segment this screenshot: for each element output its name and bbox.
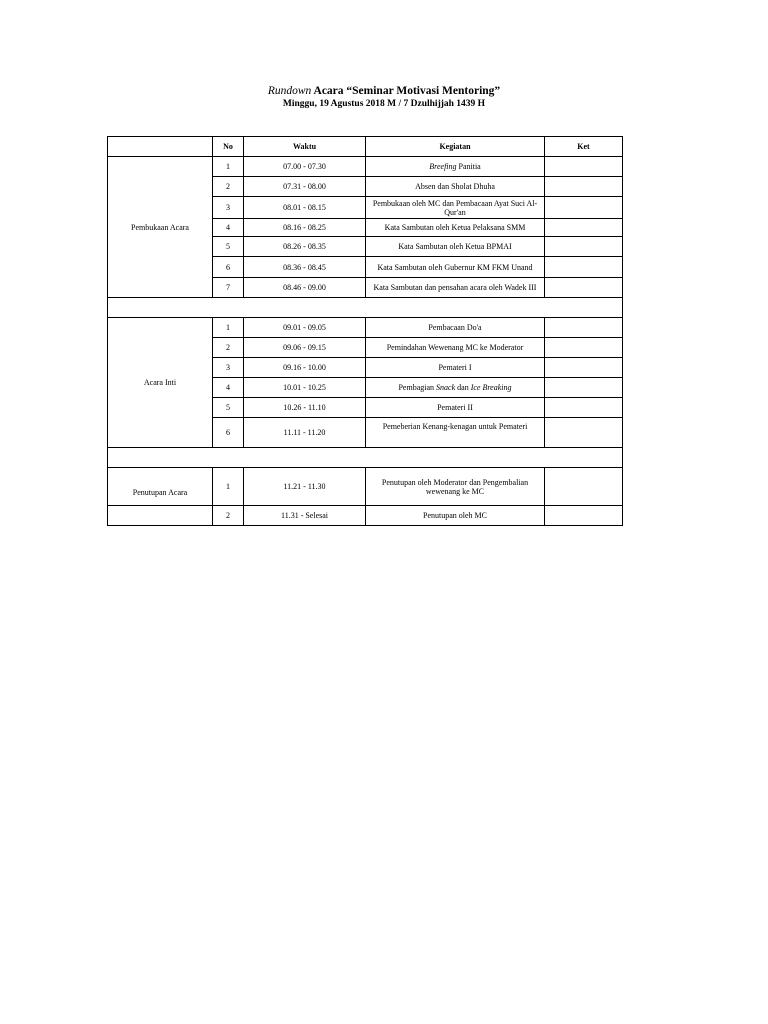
kegiatan-text: Panitia: [456, 162, 481, 171]
cell-kegiatan: Kata Sambutan dan pensahan acara oleh Wadek III: [366, 278, 545, 298]
kegiatan-italic: Snack: [436, 383, 456, 392]
cell-no: 3: [213, 197, 244, 219]
cell-no: 1: [213, 318, 244, 338]
rundown-table: [107, 136, 623, 526]
cell-kegiatan: Pembukaan oleh MC dan Pembacaan Ayat Suci Al-Qur'an: [366, 197, 545, 219]
cell-kegiatan: Kata Sambutan oleh Gubernur KM FKM Unand: [366, 257, 545, 278]
cell-ket: [545, 197, 623, 219]
cell-waktu: 08.36 - 08.45: [244, 257, 366, 278]
cell-waktu: 08.01 - 08.15: [244, 197, 366, 219]
cell-no: 5: [213, 237, 244, 257]
cell-ket: [545, 506, 623, 526]
title-italic: Rundown: [267, 85, 312, 97]
cell-no: 3: [213, 358, 244, 378]
table-row: [108, 318, 623, 338]
cell-no: 6: [213, 257, 244, 278]
table-row: [108, 506, 623, 526]
cell-ket: [545, 237, 623, 257]
spacer-cell: [108, 448, 623, 468]
cell-ket: [545, 468, 623, 506]
cell-waktu: 10.26 - 11.10: [244, 398, 366, 418]
cell-waktu: 08.26 - 08.35: [244, 237, 366, 257]
cell-no: 5: [213, 398, 244, 418]
spacer-row: [108, 298, 623, 318]
cell-kegiatan: Absen dan Sholat Dhuha: [366, 177, 545, 197]
cell-no: 6: [213, 418, 244, 448]
title-rest: Acara “Seminar Motivasi Mentoring”: [311, 85, 501, 97]
cell-no: 2: [213, 338, 244, 358]
header-section: [108, 137, 213, 157]
cell-ket: [545, 157, 623, 177]
cell-waktu: 08.46 - 09.00: [244, 278, 366, 298]
kegiatan-italic: Ice Breaking: [470, 383, 512, 392]
kegiatan-mid: dan: [455, 383, 471, 392]
cell-kegiatan: Pemeberian Kenang-kenagan untuk Pemateri: [366, 418, 545, 448]
cell-no: 4: [213, 219, 244, 237]
cell-ket: [545, 177, 623, 197]
document-title: [0, 84, 768, 98]
spacer-row: [108, 448, 623, 468]
header-row: [108, 137, 623, 157]
cell-waktu: 11.31 - Selesai: [244, 506, 366, 526]
cell-ket: [545, 378, 623, 398]
cell-waktu: 11.11 - 11.20: [244, 418, 366, 448]
cell-ket: [545, 219, 623, 237]
document-subtitle: Minggu, 19 Agustus 2018 M / 7 Dzulhijjah 1439 H: [282, 99, 486, 109]
cell-kegiatan: Pemindahan Wewenang MC ke Moderator: [366, 338, 545, 358]
cell-ket: [545, 338, 623, 358]
cell-kegiatan: [366, 378, 545, 398]
cell-kegiatan: [366, 157, 545, 177]
cell-kegiatan: Penutupan oleh MC: [366, 506, 545, 526]
table-row: [108, 157, 623, 177]
cell-ket: [545, 318, 623, 338]
section-label: Penutupan Acara: [108, 468, 213, 506]
cell-kegiatan: Pemateri I: [366, 358, 545, 378]
cell-kegiatan: Pemateri II: [366, 398, 545, 418]
spacer-cell: [108, 298, 623, 318]
cell-empty: [108, 506, 213, 526]
cell-waktu: 09.01 - 09.05: [244, 318, 366, 338]
table-row: [108, 468, 623, 506]
cell-ket: [545, 358, 623, 378]
section-label: Pembukaan Acara: [108, 157, 213, 298]
header-kegiatan: Kegiatan: [366, 137, 545, 157]
cell-waktu: 07.00 - 07.30: [244, 157, 366, 177]
cell-kegiatan: Kata Sambutan oleh Ketua Pelaksana SMM: [366, 219, 545, 237]
cell-waktu: 08.16 - 08.25: [244, 219, 366, 237]
header-no: No: [213, 137, 244, 157]
cell-no: 1: [213, 157, 244, 177]
cell-ket: [545, 418, 623, 448]
cell-kegiatan: Kata Sambutan oleh Ketua BPMAI: [366, 237, 545, 257]
cell-ket: [545, 257, 623, 278]
cell-waktu: 10.01 - 10.25: [244, 378, 366, 398]
cell-ket: [545, 398, 623, 418]
cell-no: 1: [213, 468, 244, 506]
cell-ket: [545, 278, 623, 298]
kegiatan-italic: Breefing: [429, 162, 457, 171]
cell-no: 2: [213, 506, 244, 526]
header-waktu: Waktu: [244, 137, 366, 157]
section-label: Acara Inti: [108, 318, 213, 448]
cell-no: 7: [213, 278, 244, 298]
header-ket: Ket: [545, 137, 623, 157]
kegiatan-pre: Pembagian: [398, 383, 437, 392]
cell-waktu: 09.06 - 09.15: [244, 338, 366, 358]
cell-waktu: 07.31 - 08.00: [244, 177, 366, 197]
cell-no: 2: [213, 177, 244, 197]
cell-kegiatan: Penutupan oleh Moderator dan Pengembalian wewenang ke MC: [366, 468, 545, 506]
cell-no: 4: [213, 378, 244, 398]
cell-kegiatan: Pembacaan Do'a: [366, 318, 545, 338]
cell-waktu: 09.16 - 10.00: [244, 358, 366, 378]
cell-waktu: 11.21 - 11.30: [244, 468, 366, 506]
